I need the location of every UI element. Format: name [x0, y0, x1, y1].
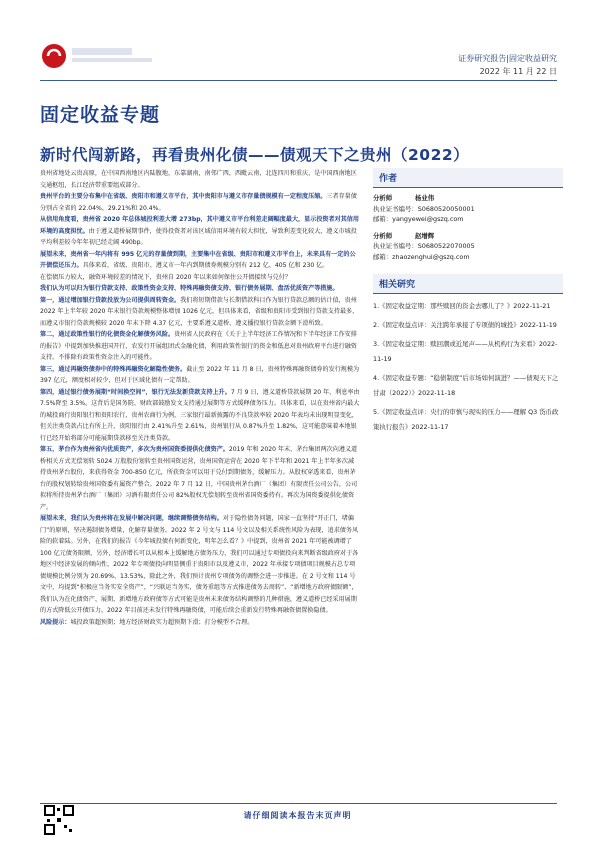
key-finding-text: 从信用角度看，贵州省 2020 年总体城投利差大增 273bp，其中遵义市平台利差走阔幅度最大，显示投资者对其信用环境的高度担忧。 — [40, 216, 359, 235]
report-title: 新时代闯新路，再看贵州化债——债观天下之贵州（2022） — [40, 146, 470, 164]
paragraph-text: 三者存量债分别占全省的 22.04%、29.21%和 20.4%。 — [40, 193, 357, 212]
cert-number: S0680522070005 — [417, 242, 475, 250]
body-paragraph — [40, 444, 360, 513]
key-finding-text: 第三，通过再融资债券中的特殊再融资化解隐性债务。 — [40, 365, 187, 373]
analyst-name: 赵增辉 — [415, 231, 435, 240]
body-paragraph — [40, 272, 360, 284]
analyst-card — [373, 193, 563, 225]
paragraph-text: 贵州省地处云贵高原，在中国西南地区内陆腹地，东靠湖南，南邻广西，西毗云南，北连四川和重庆，是中国西南地区交通枢纽，长江经济带重要组成部分。 — [40, 170, 357, 189]
paragraph-text: 具体来看，省级、贵阳市、遵义市一年内到期债券规模分别有 212 亿、405 亿和 230 亿。 — [82, 262, 329, 269]
key-finding-text: 第二，通过政策性银行的化债资金化解债务风险。 — [40, 331, 175, 338]
body-paragraph — [40, 617, 360, 629]
analyst-role: 分析师 — [373, 194, 393, 202]
email-label: 邮箱： — [373, 252, 393, 261]
body-paragraph — [40, 295, 360, 330]
authors-heading: 作者 — [373, 168, 563, 188]
body-paragraph — [40, 387, 360, 445]
key-finding-text: 第五，茅台作为贵州省内优质资产，多次为贵州国资委提供化债资产。 — [40, 446, 229, 453]
body-paragraph — [40, 364, 360, 387]
related-report-link[interactable]: 4.《固定收益专题：“稳债制度”后市场如何演进？——债观天下之甘肃（2022）》2022-11-18 — [373, 374, 559, 397]
key-finding-text: 第一，通过增加银行贷款投放为公司提供周转资金。 — [40, 296, 181, 304]
analyst-email[interactable]: zhaozenghui@gszq.com — [392, 252, 470, 261]
sidebar — [373, 168, 563, 439]
related-report-link[interactable]: 5.《固定收益点评：央行的审慎与现实的压力——理解 Q3 货币政策执行报告》2022-11-17 — [373, 408, 559, 431]
cert-label: 执业证书编号： — [373, 242, 418, 250]
company-logo — [40, 42, 200, 70]
paragraph-text: 截止至 2022 年 11 月 8 日，贵州特殊再融资债券的发行规模为 397 亿元，额度相对较少，但对于区域化债有一定帮助。 — [40, 365, 360, 384]
key-finding-text: 贵州平台的主要分布集中在省级、贵阳市和遵义市平台，其中贵阳市与遵义市存量债规模有一定程度压缩。 — [40, 193, 327, 200]
body-paragraph — [40, 513, 360, 617]
analyst-email[interactable]: yangyewei@gszq.com — [392, 215, 464, 223]
related-report-link[interactable]: 1.《固定收益定期：那些赎回的资金去哪儿了？》2022-11-21 — [373, 302, 551, 310]
paragraph-text: 我们将短期借款与长期借款科目作为银行贷款总额的估计值，贵州 2022 年上半年较 2020 年末银行贷款规模整体增加 1026 亿元，但具体来看，省级和贵阳市受到银行贷款支持最多，而遵义市银行贷款规模较 2020 年末下降 4.37 亿元，主要系遵义道桥、遵义播投银行贷款金额下滑所致。 — [40, 296, 359, 327]
paragraph-text: 在偿债压力较大，融资环境较差的情况下，贵州自 2020 年以来如何保住公开债接续与兑付？ — [40, 273, 291, 281]
key-finding-text: 展望未来，贵州省一年内将有 995 亿元的存量债到期，主要集中在省级、贵阳市和遵义市平台上，未来具有一定的公开债偿还压力。 — [40, 250, 356, 269]
analyst-role: 分析师 — [373, 231, 393, 240]
related-research-heading: 相关研究 — [373, 274, 563, 294]
key-finding-text: 风险提示： — [40, 618, 71, 626]
analyst-name: 杨业伟 — [415, 194, 435, 202]
body-paragraph — [40, 329, 360, 364]
header-divider — [40, 80, 557, 81]
document-type: 固定收益专题 — [40, 104, 161, 126]
paragraph-text: 贵州省人民政府在《关于上半年经济工作情况和下半年经济工作安排的报告》中提到加快推进国开行、农发行开展组团式金融化债，利用政策性银行的资金和低息对贵州政府平台进行融资支持。不排除有政策性资金注入的可能性。 — [40, 331, 357, 361]
body-paragraph — [40, 214, 360, 249]
paragraph-text: 2019 年和 2020 年末，茅台集团两次向遵义道桥相关方式无偿划转 5024 万股股份划转至贵州国资运营，贵州国资运营在 2020 年下半年和 2021 年上半年多次减持贵州茅台股份，来获得资金 700-850 亿元，所获资金可以用于兑付到期债务，缓解压力。从股权穿透来看，贵州茅台的股权划转给贵州国资委有属资产整合。2022 年 7 月 12 日，中国贵州茅台酒厂（集团）有限责任公司公告，公司拟将所持贵州茅台酒厂（集团）习酒有限责任公司 82%股权无偿划转至贵州省国资委持有。再次为国资委提供化债资产。 — [40, 446, 358, 511]
key-finding-text: 展望未来，我们认为贵州将在发展中解决问题，继续调整债务结构。 — [40, 515, 223, 522]
report-date: 2022 年 11 月 22 日 — [479, 67, 557, 76]
related-report-link[interactable]: 3.《固定收益定期：赎回潮或近尾声——从机构行为来看》2022-11-19 — [373, 340, 558, 363]
body-paragraph — [40, 283, 360, 295]
report-body — [40, 168, 360, 628]
footer-disclaimer: 请仔细阅读本报告末页声明 — [243, 811, 352, 820]
paragraph-text: 城投政策超预期；地方经济财政实力超预期下滑；打分模型不合理。 — [70, 618, 254, 626]
key-finding-text: 我们认为可以归为银行贷款支持、政策性资金支持、特殊再融资债支持、银行债务展期、盘活优质资产等措施。 — [40, 285, 339, 292]
cert-label: 执业证书编号： — [373, 204, 418, 213]
paragraph-text: 对于隐性债务问题，国家一直坚持“开正门，堵偏门”的原则，坚决遏制债务增量，化解存量债务。2022 年 2 号文与 114 号文以及相关系统性风险为表现，追求债务风险的软着陆。另外，在我们的报告《今年城投债有何新变化，明年怎么看？》中提到，贵州省 2021 年可能被调增了 100 亿元债务限额，另外，经济增长可以从根本上缓解地方债务压力，我们可以通过专项债投向来判断省级政府对于各地区中经济发展的倾向性，2022 年专项债投向明显侧重于贵阳市以及遵义市，2022 年承接专项债项目规模占总专项债规模比例分别为 20.69%、13.53%，除此之外，我们预计贵州专项债务的调整会进一步推进。在 2 号文和 114 号文中，均提到“积极应当务实安全资产”，“兴联运当务实，债务重组等方式推进债务去周转”、“新增地方政府债限额”，我们认为在化债资产、展期、新增地方政府债等方式可能是贵州未来债务结构调整的几种措施，遵义道桥已经采用展期的方式降低公开债压力。2022 年目前还未发行特殊再融资债，可能后续会重新发行特殊再融资债置换隐债。 — [40, 515, 359, 614]
body-paragraph — [40, 168, 360, 191]
related-report-link[interactable]: 2.《固定收益点评：关注跨年承接了专项债的城投》2022-11-19 — [373, 321, 557, 329]
key-finding-text: 第四，通过银行债务展期“时间换空间”，银行无法发新贷款支持上升。 — [40, 388, 231, 396]
cert-number: S0680520050001 — [417, 204, 475, 213]
body-paragraph — [40, 249, 360, 272]
paragraph-text: 7 月 9 日，遵义道桥贷款展期 20 年，利息率由 7.5%降至 3.5%。这背后是国务院、财政部鼓励发文支持通过展期等方式缓释债务压力。具体来看，以在贵州省内最大的城投商行贵阳银行和贵阳农行，贵州农商行为例，三家银行最新披露的不良贷款率较 2020 年表均未出现明显变化，但关注类贷款占比有所上升，贵阳银行由 2.41%升至 2.61%，贵州银行从 0.87%升至 1.82%，这可能意味着本地银行已经开始将部分可能展期贷款移至关注类贷款。 — [40, 388, 360, 442]
report-type: 证券研究报告|固定收益研究 — [458, 54, 557, 63]
footer-divider — [40, 803, 557, 804]
body-paragraph — [40, 191, 360, 214]
email-label: 邮箱： — [373, 215, 393, 223]
analyst-card — [373, 231, 563, 263]
report-header-info — [458, 52, 557, 78]
paragraph-text: 由于遵义道桥展期事件，使得投资者对该区域信用环境有较大担忧，导致利差变化较大，遵义市城投平均利差较今年年初已经走阔 490bp。 — [40, 227, 357, 246]
